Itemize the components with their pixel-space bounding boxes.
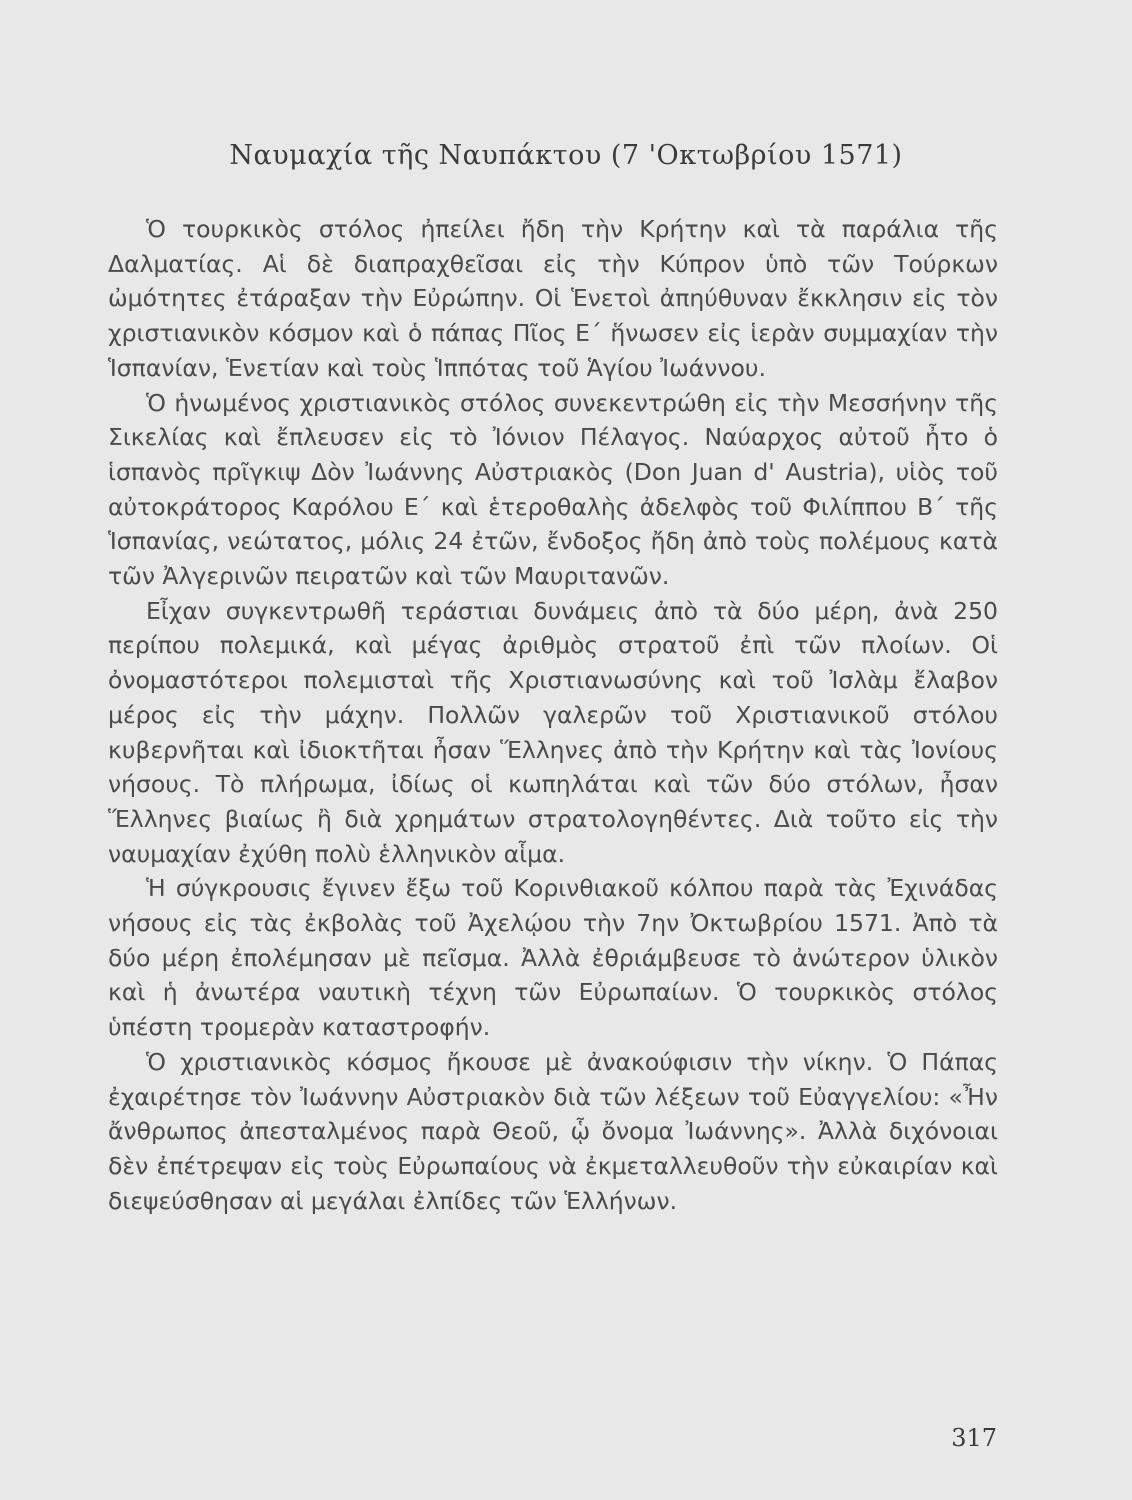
paragraph: Ὁ ἡνωμένος χριστιανικὸς στόλος συνεκεντρώθη εἰς τὴν Μεσσήνην τῆς Σικελίας καὶ ἔπλευσεν εἰς τὸ Ἰόνιον Πέλαγος. Ναύαρχος αὐτοῦ ἦτο ὁ ἱσπανὸς πρῖγκιψ Δὸν Ἰωάννης Αὐστριακὸς (Don Juan d' Austria), υἱὸς τοῦ αὐτοκράτορος Καρόλου Ε΄ καὶ ἑτεροθαλὴς ἀδελφὸς τοῦ Φιλίππου Β΄ τῆς Ἱσπανίας, νεώτατος, μόλις 24 ἐτῶν, ἔνδοξος ἤδη ἀπὸ τοὺς πολέμους κατὰ τῶν Ἀλγερινῶν πειρατῶν καὶ τῶν Μαυριτανῶν. [108,388,998,591]
paragraph: Ἡ σύγκρουσις ἔγινεν ἔξω τοῦ Κορινθιακοῦ κόλπου παρὰ τὰς Ἐχινάδας νήσους εἰς τὰς ἐκβολὰς τοῦ Ἀχελῴου τὴν 7ην Ὀκτωβρίου 1571. Ἀπὸ τὰ δύο μέρη ἐπολέμησαν μὲ πεῖσμα. Ἀλλὰ ἐθριάμβευσε τὸ ἀνώτερον ὑλικὸν καὶ ἡ ἀνωτέρα ναυτικὴ τέχνη τῶν Εὐρωπαίων. Ὁ τουρκικὸς στόλος ὑπέστη τρομερὰν καταστροφήν. [108,874,998,1042]
page-title: Ναυμαχία τῆς Ναυπάκτου (7 'Οκτωβρίου 1571) [229,140,903,171]
page-number: 317 [951,1424,997,1452]
paragraph: Εἶχαν συγκεντρωθῆ τεράστιαι δυνάμεις ἀπὸ τὰ δύο μέρη, ἀνὰ 250 περίπου πολεμικά, καὶ μέγας ἀριθμὸς στρατοῦ ἐπὶ τῶν πλοίων. Οἱ ὀνομαστότεροι πολεμισταὶ τῆς Χριστιανωσύνης καὶ τοῦ Ἰσλὰμ ἔλαβον μέρος εἰς τὴν μάχην. Πολλῶν γαλερῶν τοῦ Χριστιανικοῦ στόλου κυβερνῆται καὶ ἰδιοκτῆται ἦσαν Ἕλληνες ἀπὸ τὴν Κρήτην καὶ τὰς Ἰονίους νήσους. Τὸ πλήρωμα, ἰδίως οἱ κωπηλάται καὶ τῶν δύο στόλων, ἦσαν Ἕλληνες βιαίως ἢ διὰ χρημάτων στρατολογηθέντες. Διὰ τοῦτο εἰς τὴν ναυμαχίαν ἐχύθη πολὺ ἑλληνικὸν αἷμα. [108,596,998,868]
paragraph: Ὁ χριστιανικὸς κόσμος ἤκουσε μὲ ἀνακούφισιν τὴν νίκην. Ὁ Πάπας ἐχαιρέτησε τὸν Ἰωάννην Αὐστριακὸν διὰ τῶν λέξεων τοῦ Εὐαγγελίου: «Ἦν ἄνθρωπος ἀπεσταλμένος παρὰ Θεοῦ, ᾧ ὄνομα Ἰωάννης». Ἀλλὰ διχόνοιαι δὲν ἐπέτρεψαν εἰς τοὺς Εὐρωπαίους νὰ ἐκμεταλλευθοῦν τὴν εὐκαιρίαν καὶ διεψεύσθησαν αἱ μεγάλαι ἐλπίδες τῶν Ἑλλήνων. [108,1047,998,1215]
body-text [108,212,998,1218]
paragraph: Ὁ τουρκικὸς στόλος ἠπείλει ἤδη τὴν Κρήτην καὶ τὰ παράλια τῆς Δαλματίας. Αἱ δὲ διαπραχθεῖσαι εἰς τὴν Κύπρον ὑπὸ τῶν Τούρκων ὠμότητες ἐτάραξαν τὴν Εὐρώπην. Οἱ Ἑνετοὶ ἀπηύθυναν ἔκκλησιν εἰς τὸν χριστιανικὸν κόσμον καὶ ὁ πάπας Πῖος Ε΄ ἥνωσεν εἰς ἱερὰν συμμαχίαν τὴν Ἱσπανίαν, Ἑνετίαν καὶ τοὺς Ἱππότας τοῦ Ἁγίου Ἰωάννου. [108,215,998,382]
